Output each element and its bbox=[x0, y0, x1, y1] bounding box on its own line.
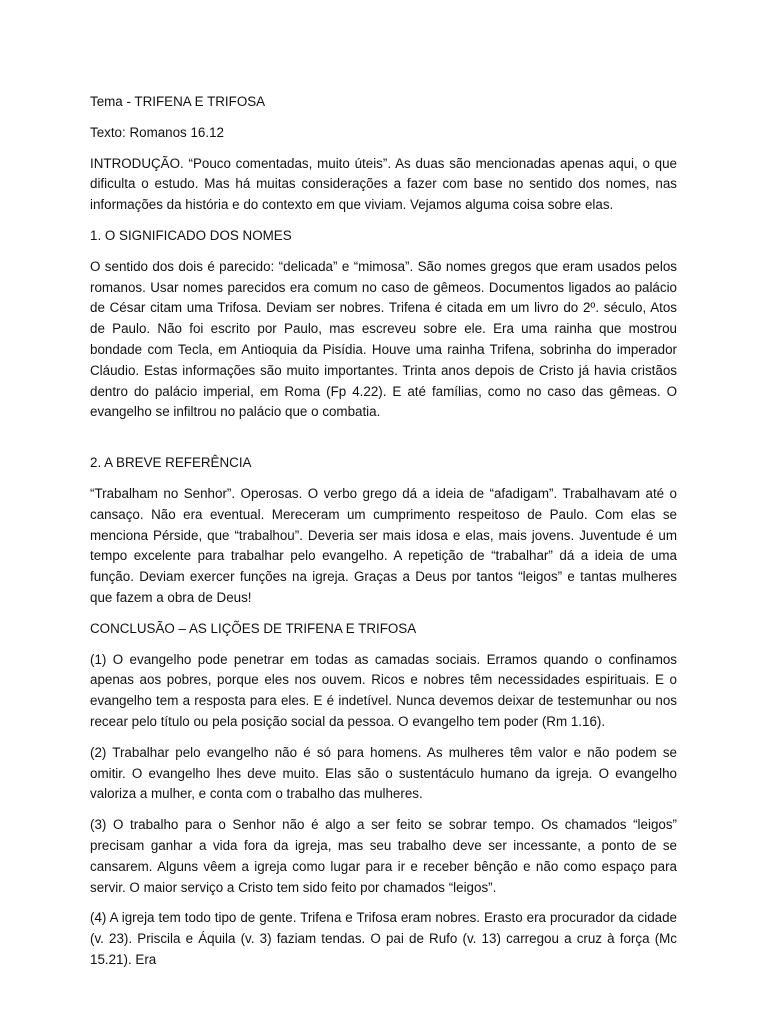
document-text-reference: Texto: Romanos 16.12 bbox=[90, 124, 224, 140]
document-page bbox=[90, 92, 677, 981]
section-2-heading: 2. A BREVE REFERÊNCIA bbox=[90, 455, 252, 471]
section-2-paragraph: “Trabalham no Senhor”. Operosas. O verbo grego dá a ideia de “afadigam”. Trabalhavam até o cansaço. Não era eventual. Mereceram um cumprimento respeitoso de Paulo. Com elas se menciona Pérside, que “trabalhou”. Deveria ser mais idosa e elas, mais jovens. Juventude é um tempo excelente para trabalhar pelo evangelho. A repetição de “trabalhar” dá a ideia de uma função. Deviam exercer funções na igreja. Graças a Deus por tantos “leigos” e tantas mulheres que fazem a obra de Deus! bbox=[90, 485, 677, 605]
introduction-paragraph: INTRODUÇÃO. “Pouco comentadas, muito úteis”. As duas são mencionadas apenas aqui, o que dificulta o estudo. Mas há muitas considerações a fazer com base no sentido dos nomes, nas informações da história e do contexto em que viviam. Vejamos alguma coisa sobre elas. bbox=[90, 155, 677, 213]
lesson-1-paragraph: (1) O evangelho pode penetrar em todas as camadas sociais. Erramos quando o confinamos apenas aos pobres, porque eles nos ouvem. Ricos e nobres têm necessidades espirituais. E o evangelho tem a resposta para eles. E é indetível. Nunca devemos deixar de testemunhar ou nos recear pelo título ou pela posição social da pessoa. O evangelho tem poder (Rm 1.16). bbox=[90, 651, 677, 729]
lesson-4-paragraph: (4) A igreja tem todo tipo de gente. Trifena e Trifosa eram nobres. Erasto era procurador da cidade (v. 23). Priscila e Áquila (v. 3) faziam tendas. O pai de Rufo (v. 13) carregou a cruz à força (Mc 15.21). Era bbox=[90, 910, 677, 967]
section-spacer bbox=[90, 433, 677, 453]
lesson-3-paragraph: (3) O trabalho para o Senhor não é algo a ser feito se sobrar tempo. Os chamados “leigos” precisam ganhar a vida fora da igreja, mas seu trabalho deve ser incessante, a ponto de se cansarem. Alguns vêem a igreja como lugar para ir e receber bênção e não como espaço para servir. O maior serviço a Cristo tem sido feito por chamados “leigos”. bbox=[90, 817, 677, 895]
section-1-heading: 1. O SIGNIFICADO DOS NOMES bbox=[90, 227, 292, 243]
conclusion-heading: CONCLUSÃO – AS LIÇÕES DE TRIFENA E TRIFOSA bbox=[90, 620, 417, 636]
lesson-2-paragraph: (2) Trabalhar pelo evangelho não é só para homens. As mulheres têm valor e não podem se omitir. O evangelho lhes deve muito. Elas são o sustentáculo humano da igreja. O evangelho valoriza a mulher, e conta com o trabalho das mulheres. bbox=[90, 744, 677, 802]
section-1-paragraph: O sentido dos dois é parecido: “delicada” e “mimosa”. São nomes gregos que eram usados pelos romanos. Usar nomes parecidos era comum no caso de gêmeos. Documentos ligados ao palácio de César citam uma Trifosa. Deviam ser nobres. Trifena é citada em um livro do 2º. século, Atos de Paulo. Não foi escrito por Paulo, mas escreveu sobre ele. Era uma rainha que mostrou bondade com Tecla, em Antioquia da Pisídia. Houve uma rainha Trifena, sobrinha do imperador Cláudio. Estas informações são muito importantes. Trinta anos depois de Cristo já havia cristãos dentro do palácio imperial, em Roma (Fp 4.22). E até famílias, como no caso das gêmeas. O evangelho se infiltrou no palácio que o combatia. bbox=[90, 258, 677, 420]
document-theme: Tema - TRIFENA E TRIFOSA bbox=[90, 94, 266, 109]
